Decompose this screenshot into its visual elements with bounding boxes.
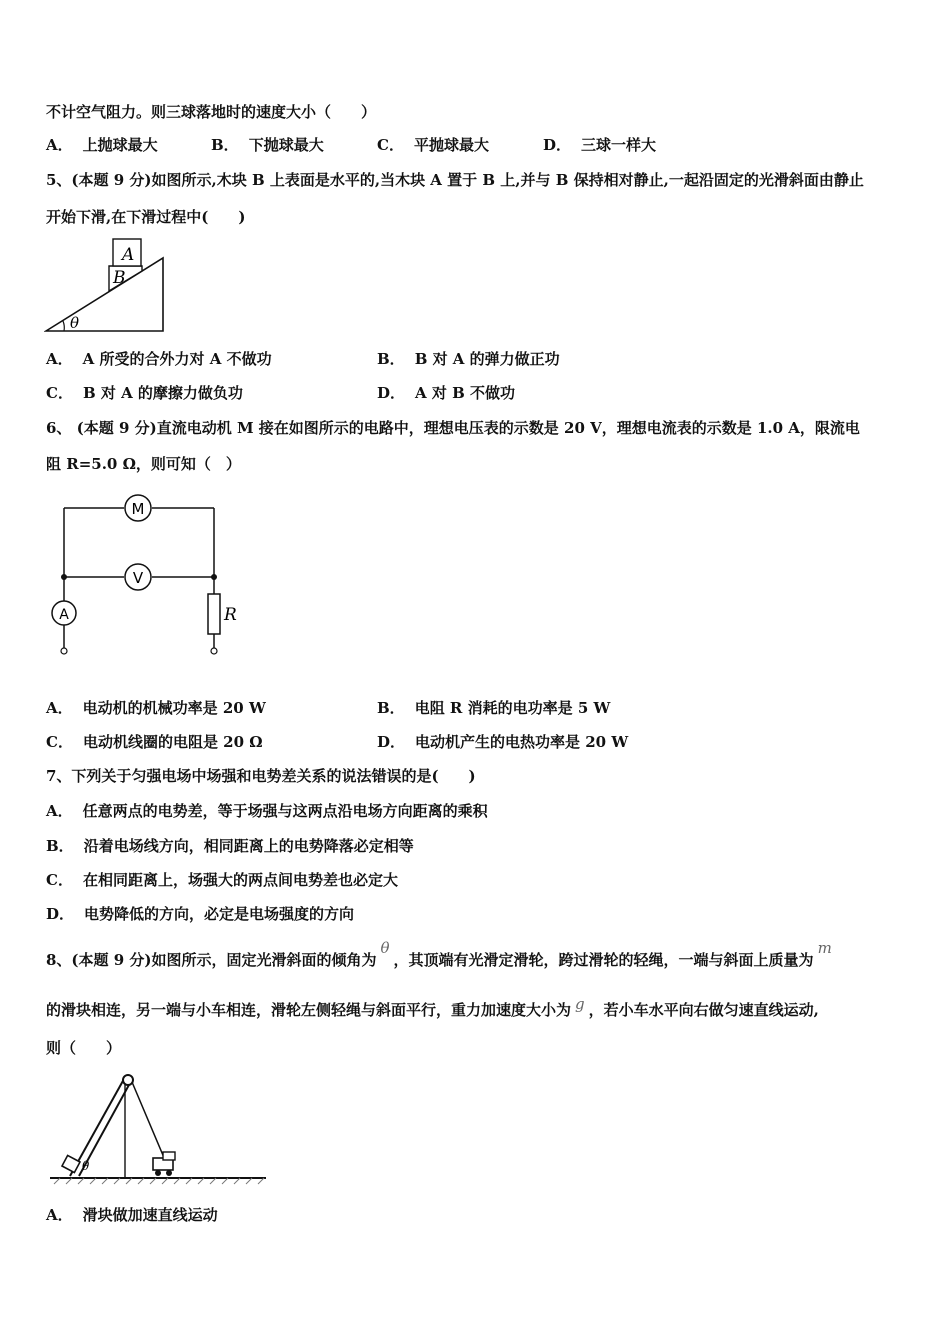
q6-stem-line-1: 6、 (本题 9 分)直流电动机 M 接在如图所示的电路中，理想电压表的示数是 20 V，理想电流表的示数是 1.0 A，限流电 [46, 419, 860, 437]
option-label: B． [377, 699, 405, 717]
q4-option-d[interactable] [543, 134, 656, 156]
junction-dot-left [61, 574, 67, 580]
mass-symbol: m [817, 939, 832, 957]
q5-option-c[interactable] [46, 382, 243, 404]
option-label: B． [46, 837, 74, 855]
q7-option-c[interactable] [46, 869, 398, 891]
option-label: D． [377, 733, 406, 751]
option-label: B． [211, 136, 239, 154]
option-text: 滑块做加速直线运动 [82, 1206, 218, 1224]
option-text: 上抛球最大 [82, 136, 158, 154]
q6-stem-line-2: 阻 R=5.0 Ω，则可知（ ） [46, 455, 241, 473]
option-text: 任意两点的电势差，等于场强与这两点沿电场方向距离的乘积 [82, 802, 488, 820]
voltmeter-label: V [132, 569, 144, 587]
q6-option-b[interactable] [377, 697, 610, 719]
q7-option-a[interactable] [46, 800, 488, 822]
q7-option-d[interactable] [46, 903, 354, 925]
q5-stem-line-2: 开始下滑,在下滑过程中( ) [46, 208, 246, 226]
option-text: B 对 A 的弹力做正功 [414, 350, 560, 368]
pulley [123, 1075, 133, 1085]
option-text: 三球一样大 [581, 136, 657, 154]
option-label: D． [543, 136, 572, 154]
resistor-label: R [224, 605, 237, 625]
option-label: C． [46, 384, 73, 402]
cart-wheel-right [166, 1170, 172, 1176]
option-label: A． [46, 802, 73, 820]
q8-text-2a: 的滑块相连，另一端与小车相连，滑轮左侧轻绳与斜面平行，重力加速度大小为 [46, 1001, 572, 1019]
ammeter-label: A [59, 607, 69, 623]
option-text: 电动机线圈的电阻是 20 Ω [82, 733, 263, 751]
option-text: A 所受的合外力对 A 不做功 [82, 350, 272, 368]
motor-circuit-figure [44, 490, 249, 658]
option-text: 沿着电场线方向，相同距离上的电势降落必定相等 [83, 837, 414, 855]
option-text: 在相同距离上，场强大的两点间电势差也必定大 [82, 871, 398, 889]
terminal-left [61, 648, 67, 654]
q4-option-a[interactable] [46, 134, 158, 156]
option-label: A． [46, 136, 73, 154]
q8-stem-line-3: 则（ ） [46, 1039, 122, 1057]
cart-wheel-left [155, 1170, 161, 1176]
option-text: 电阻 R 消耗的电功率是 5 W [414, 699, 611, 717]
gravity-symbol: g [575, 995, 585, 1013]
option-label: C． [46, 733, 73, 751]
option-label: C． [46, 871, 73, 889]
label-b: B [113, 268, 126, 288]
q7-option-b[interactable] [46, 835, 414, 857]
resistor-symbol [208, 594, 220, 634]
incline-pulley-figure [50, 1070, 268, 1188]
angle-arc [63, 321, 64, 331]
q8-stem-line-2 [46, 995, 819, 1021]
incline-blocks-figure [44, 236, 168, 334]
option-label: C． [377, 136, 404, 154]
option-text: A 对 B 不做功 [415, 384, 515, 402]
option-label: A． [46, 350, 73, 368]
q8-text-2b: ，若小车水平向右做匀速直线运动, [588, 1001, 819, 1019]
q4-option-c[interactable] [377, 134, 489, 156]
q6-option-a[interactable] [46, 697, 266, 719]
q4-option-b[interactable] [211, 134, 324, 156]
option-text: 平抛球最大 [413, 136, 489, 154]
incline-triangle [46, 258, 163, 331]
junction-dot-right [211, 574, 217, 580]
q4-stem-tail: 不计空气阻力。则三球落地时的速度大小（ ） [46, 103, 377, 121]
option-label: B． [377, 350, 405, 368]
q5-stem-line-1: 5、(本题 9 分)如图所示,木块 B 上表面是水平的,当木块 A 置于 B 上,并与 B 保持相对静止,一起沿固定的光滑斜面由静止 [46, 171, 864, 189]
label-theta: θ [70, 314, 80, 332]
option-text: 下抛球最大 [248, 136, 324, 154]
theta-symbol: θ [380, 939, 390, 957]
option-label: D． [377, 384, 406, 402]
option-label: A． [46, 699, 73, 717]
q8-text-1a: 8、(本题 9 分)如图所示，固定光滑斜面的倾角为 [46, 951, 377, 969]
option-text: 电动机的机械功率是 20 W [82, 699, 266, 717]
q8-option-a[interactable] [46, 1204, 218, 1226]
option-label: A． [46, 1206, 73, 1224]
q6-option-d[interactable] [377, 731, 628, 753]
terminal-right [211, 648, 217, 654]
q5-option-a[interactable] [46, 348, 272, 370]
label-a: A [122, 245, 135, 265]
option-text: 电势降低的方向，必定是电场强度的方向 [84, 905, 355, 923]
q6-option-c[interactable] [46, 731, 263, 753]
q5-option-d[interactable] [377, 382, 515, 404]
q8-stem-line-1 [46, 939, 832, 971]
slider-block [62, 1155, 80, 1172]
rope-right [132, 1082, 165, 1160]
motor-label: M [131, 500, 145, 518]
cart-cab [163, 1152, 175, 1160]
q7-stem: 7、下列关于匀强电场中场强和电势差关系的说法错误的是( ) [46, 767, 476, 785]
option-text: 电动机产生的电热功率是 20 W [415, 733, 629, 751]
option-text: B 对 A 的摩擦力做负功 [82, 384, 243, 402]
label-theta: θ [82, 1159, 90, 1173]
q8-text-1b: ，其顶端有光滑定滑轮，跨过滑轮的轻绳，一端与斜面上质量为 [393, 951, 814, 969]
option-label: D． [46, 905, 75, 923]
q5-option-b[interactable] [377, 348, 560, 370]
